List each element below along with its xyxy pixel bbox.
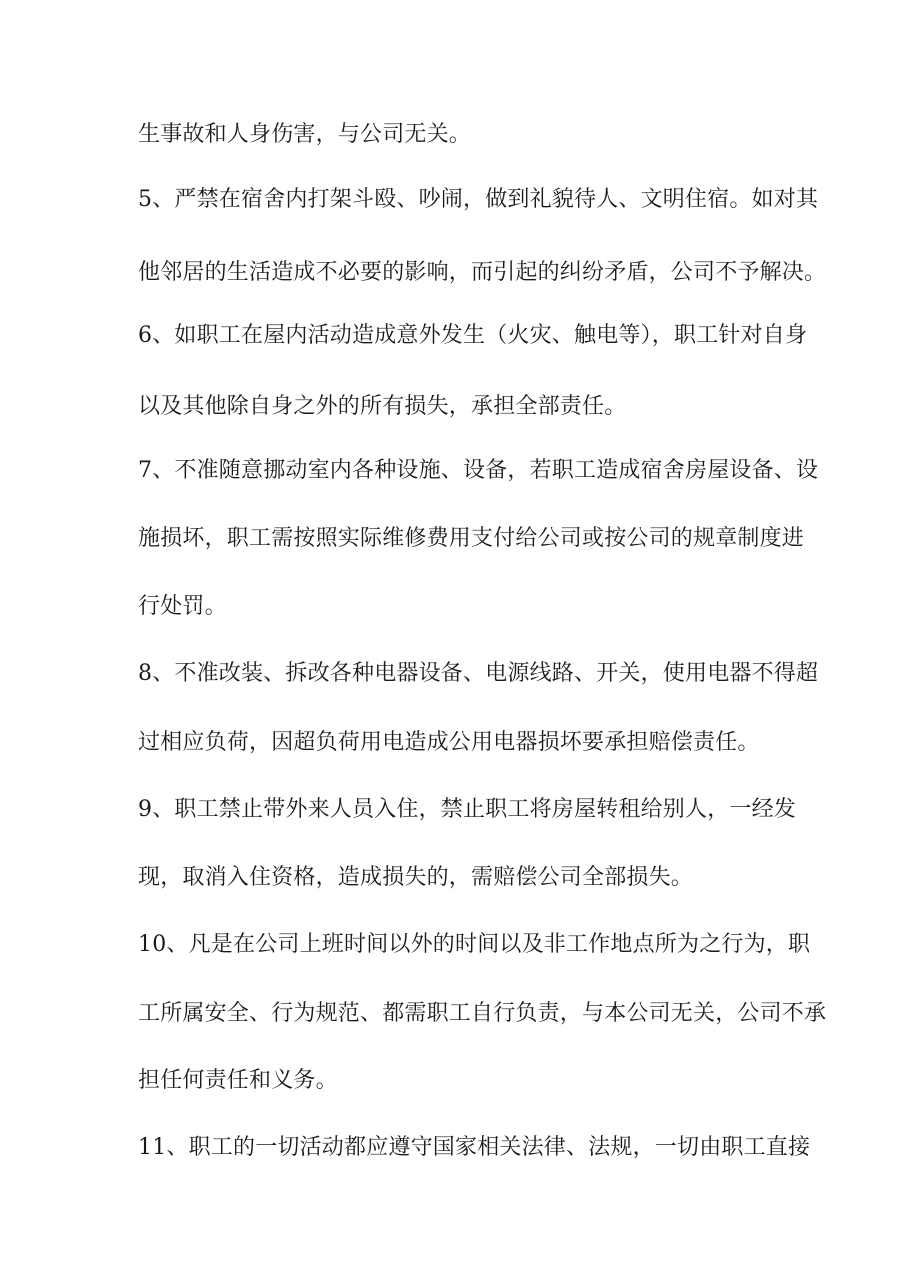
text-line: 行处罚。 bbox=[138, 594, 227, 619]
text-line: 8、不准改装、拆改各种电器设备、电源线路、开关，使用电器不得超 bbox=[138, 661, 819, 686]
text-line: 现，取消入住资格，造成损失的，需赔偿公司全部损失。 bbox=[138, 865, 694, 890]
text-line: 9、职工禁止带外来人员入住，禁止职工将房屋转租给别人，一经发 bbox=[138, 797, 796, 822]
text-line: 过相应负荷，因超负荷用电造成公用电器损坏要承担赔偿责任。 bbox=[138, 730, 760, 755]
text-line: 生事故和人身伤害，与公司无关。 bbox=[138, 122, 472, 147]
text-line: 担任何责任和义务。 bbox=[138, 1068, 338, 1093]
text-line: 5、严禁在宿舍内打架斗殴、吵闹，做到礼貌待人、文明住宿。如对其 bbox=[138, 187, 819, 212]
text-line: 7、不准随意挪动室内各种设施、设备，若职工造成宿舍房屋设备、设 bbox=[138, 458, 819, 483]
text-line: 6、如职工在屋内活动造成意外发生（火灾、触电等），职工针对自身 bbox=[138, 323, 808, 348]
text-line: 施损坏，职工需按照实际维修费用支付给公司或按公司的规章制度进 bbox=[138, 526, 805, 551]
text-line: 以及其他除自身之外的所有损失，承担全部责任。 bbox=[138, 394, 627, 419]
text-line: 10、凡是在公司上班时间以外的时间以及非工作地点所为之行为，职 bbox=[138, 932, 811, 957]
text-line: 他邻居的生活造成不必要的影响，而引起的纠纷矛盾，公司不予解决。 bbox=[138, 260, 827, 285]
text-line: 工所属安全、行为规范、都需职工自行负责，与本公司无关，公司不承 bbox=[138, 1001, 827, 1026]
text-line: 11、职工的一切活动都应遵守国家相关法律、法规，一切由职工直接 bbox=[138, 1135, 811, 1160]
